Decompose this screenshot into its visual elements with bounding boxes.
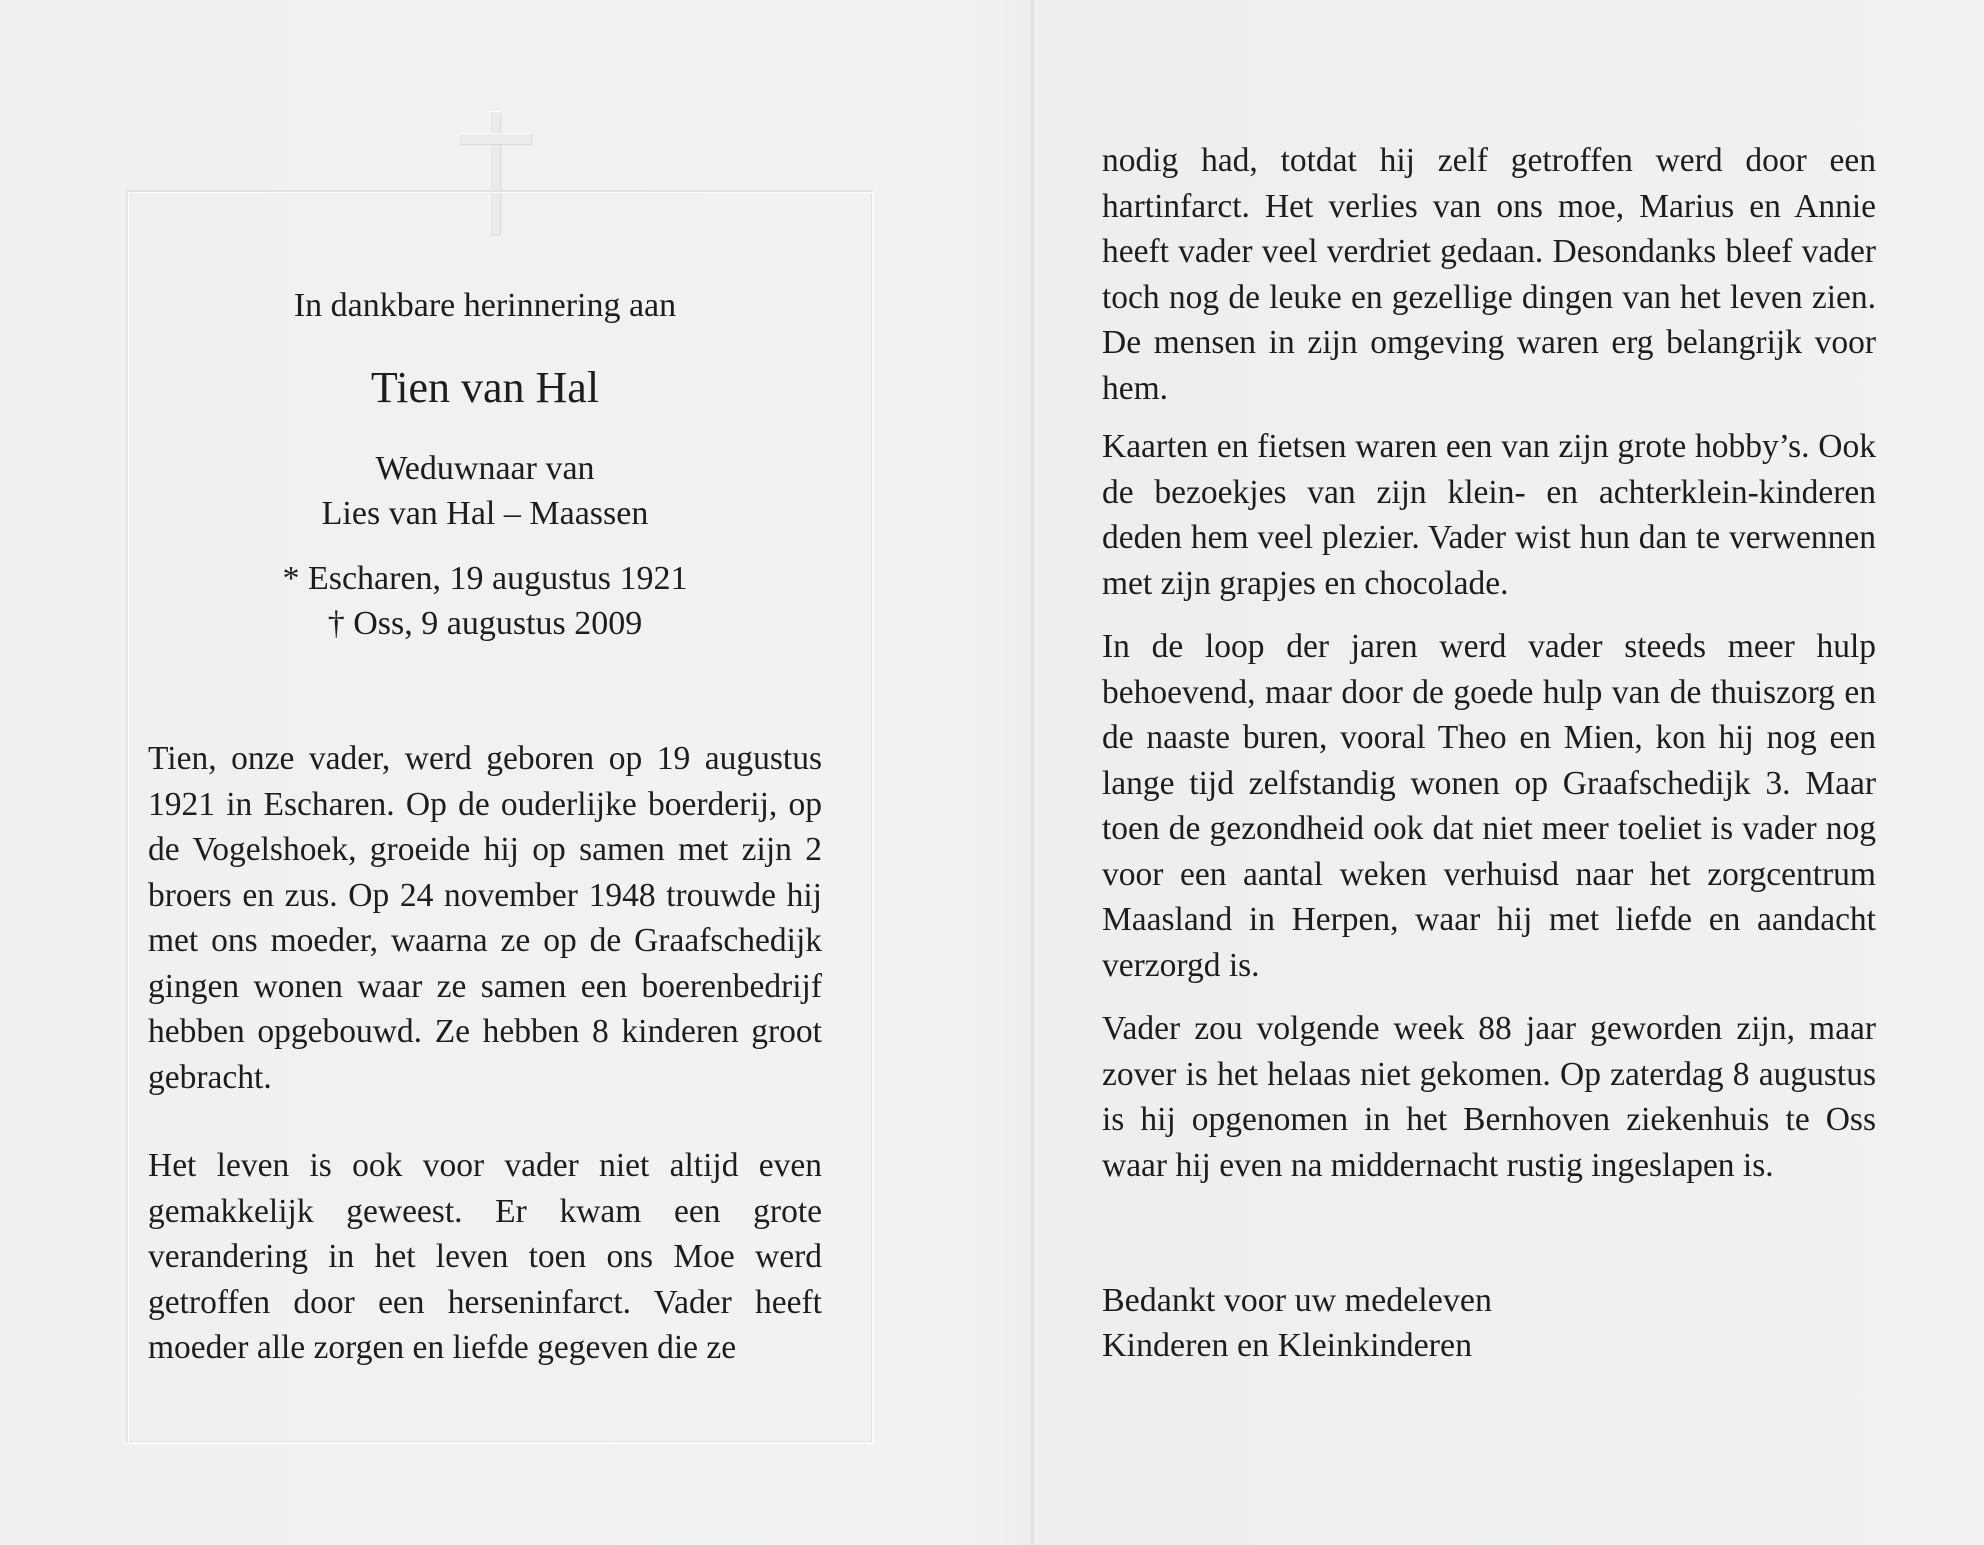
life-dates: [200, 556, 770, 646]
right-paragraph-4: Vader zou volgende week 88 jaar geworden zijn, maar zover is het helaas niet gekomen. Op zaterdag 8 augustus is hij opgenomen in het Bernhoven ziekenhuis te Oss waar hij even na middernacht rustig ingeslapen is.: [1102, 1010, 1876, 1184]
widower-label: Weduwnaar van: [375, 450, 595, 487]
spouse-name: Lies van Hal – Maassen: [321, 495, 649, 532]
death-line: † Oss, 9 augustus 2009: [327, 605, 643, 642]
card-fold: [1030, 0, 1036, 1545]
signature-line: Kinderen en Kleinkinderen: [1102, 1327, 1473, 1364]
closing-block: [1102, 1278, 1492, 1368]
right-paragraph-2: Kaarten en fietsen waren een van zijn grote hobby’s. Ook de bezoekjes van zijn klein- en achterklein-kinderen deden hem veel plezier. Vader wist hun dan te verwennen met zijn grapjes en chocolade.: [1102, 428, 1876, 602]
left-paragraph-2: Het leven is ook voor vader niet altijd even gemakkelijk geweest. Er kwam een grote verandering in het leven toen ons Moe werd getroffen door een herseninfarct. Vader heeft moeder alle zorgen en liefde gegeven die ze: [148, 1147, 822, 1366]
right-paragraph-1: nodig had, totdat hij zelf getroffen werd door een hartinfarct. Het verlies van ons moe, Marius en Annie heeft vader veel verdriet gedaan. Desondanks bleef vader toch nog de leuke en gezellige dingen van het leven zien. De mensen in zijn omgeving waren erg belangrijk voor hem.: [1102, 142, 1876, 407]
birth-line: * Escharen, 19 augustus 1921: [282, 560, 688, 597]
right-paragraph-3: In de loop der jaren werd vader steeds meer hulp behoevend, maar door de goede hulp van de thuiszorg en de naaste buren, vooral Theo en Mien, kon hij nog een lange tijd zelfstandig wonen op Graafschedijk 3. Maar toen de gezondheid ook dat niet meer toeliet is vader nog voor een aantal weken verhuisd naar het zorgcentrum Maasland in Herpen, waar hij met liefde en aandacht verzorgd is.: [1102, 628, 1876, 984]
thanks-line: Bedankt voor uw medeleven: [1102, 1282, 1492, 1319]
left-paragraph-1: Tien, onze vader, werd geboren op 19 augustus 1921 in Escharen. Op de ouderlijke boerderij, op de Vogelshoek, groeide hij op samen met zijn 2 broers en zus. Op 24 november 1948 trouwde hij met ons moeder, waarna ze op de Graafschedijk gingen wonen waar ze samen een boerenbedrijf hebben opgebouwd. Ze hebben 8 kinderen groot gebracht.: [148, 740, 822, 1096]
widower-block: [200, 446, 770, 536]
intro-text: In dankbare herinnering aan: [293, 287, 677, 324]
deceased-name: Tien van Hal: [370, 363, 600, 412]
